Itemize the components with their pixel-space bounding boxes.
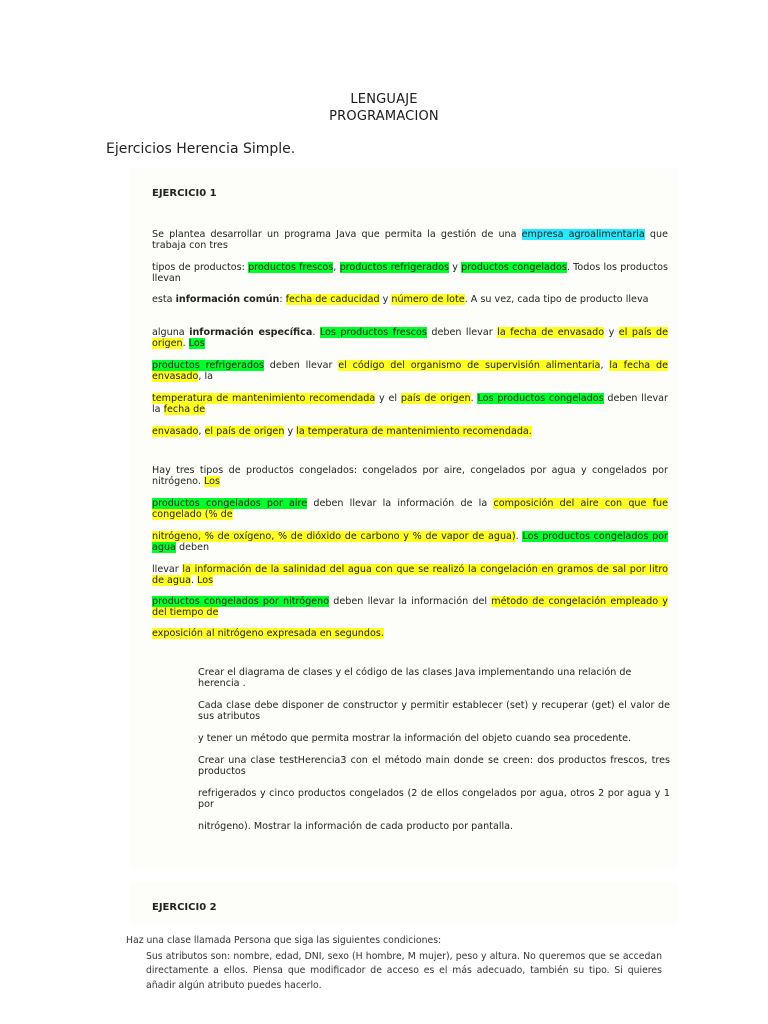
document-title-line1: LENGUAJE (350, 92, 418, 107)
highlight-yellow: la fecha de envasado (152, 360, 668, 382)
exercise-1-paragraph: alguna información específica. Los productos frescos deben llevar la fecha de envasado y el país de origen. Los (152, 327, 668, 349)
highlight-yellow: el código del organismo de supervisión alimentaria (338, 360, 601, 371)
highlight-yellow: exposición al nitrógeno expresada en segundos. (152, 628, 384, 639)
highlight-yellow: número de lote (391, 294, 465, 305)
exercise-1-paragraph: nitrógeno, % de oxígeno, % de dióxido de carbono y % de vapor de agua). Los productos congelados por agua deben (152, 531, 668, 553)
document-subtitle: Ejercicios Herencia Simple. (106, 141, 296, 157)
exercise-1-paragraph: esta información común: fecha de caducidad y número de lote. A su vez, cada tipo de producto lleva (152, 294, 649, 305)
highlight-green: productos congelados (461, 262, 567, 273)
highlight-green: Los (188, 338, 205, 349)
exercise-2-attributes: Sus atributos son: nombre, edad, DNI, sexo (H hombre, M mujer), peso y altura. No queremos que se accedan directamente a ellos. Piensa que modificador de acceso es el más adecuado, también su tipo. Si quieres añadir algún atributo puedes hacerlo. (146, 951, 662, 991)
exercise-1-heading: EJERCICI0 1 (152, 188, 217, 199)
highlight-cyan: empresa agroalimentaria (521, 229, 645, 240)
highlight-green: productos refrigerados (339, 262, 449, 273)
exercise-1-paragraph: tipos de productos: productos frescos, productos refrigerados y productos congelados. Todos los productos llevan (152, 262, 668, 284)
exercise-1-paragraph: llevar la información de la salinidad del agua con que se realizó la congelación en gramos de sal por litro de agua. Los (152, 564, 668, 586)
exercise-1-task: refrigerados y cinco productos congelados (2 de ellos congelados por agua, otros 2 por agua y 1 por (198, 788, 670, 810)
document-title-line2: PROGRAMACION (329, 109, 439, 124)
highlight-yellow: la información de la salinidad del agua con que se realizó la congelación en gramos de sal por litro de agua (152, 564, 668, 586)
exercise-1-paragraph: envasado, el país de origen y la temperatura de mantenimiento recomendada. (152, 426, 532, 437)
exercise-2-intro: Haz una clase llamada Persona que siga las siguientes condiciones: (126, 935, 442, 946)
highlight-yellow: nitrógeno, % de oxígeno, % de dióxido de carbono y % de vapor de agua) (152, 531, 516, 542)
highlight-yellow: temperatura de mantenimiento r (152, 393, 313, 404)
exercise-1-paragraph (152, 628, 668, 639)
highlight-green: productos frescos (248, 262, 334, 273)
highlight-yellow: Los (203, 476, 221, 487)
highlight-green: productos congelados por aire (152, 498, 308, 509)
highlight-yellow: fecha de (163, 404, 206, 415)
exercise-1-task: Crear una clase testHerencia3 con el método main donde se creen: dos productos frescos, tres productos (198, 755, 670, 777)
exercise-1-paragraph: Se plantea desarrollar un programa Java que permita la gestión de una empresa agroalimentaria que trabaja con tres (152, 229, 668, 251)
exercise-1-paragraph: temperatura de mantenimiento recomendada y el país de origen. Los productos congelados deben llevar la fecha de (152, 393, 668, 415)
highlight-yellow: composición del aire con que fue congelado (% de (152, 498, 668, 520)
exercise-1-task: Crear el diagrama de clases y el código de las clases Java implementando una relación de herencia . (198, 667, 632, 689)
highlight-yellow: envasado (152, 426, 199, 437)
highlight-yellow: método de congelación empleado y del tiempo de (152, 596, 668, 618)
highlight-yellow: ecomendada (312, 393, 376, 404)
highlight-yellow: la fecha de envasado (497, 327, 605, 338)
highlight-green: productos congelados por nitrógeno (152, 596, 330, 607)
highlight-green: Los productos congelados por agua (152, 531, 668, 553)
exercise-1-task: nitrógeno). Mostrar la información de cada producto por pantalla. (198, 821, 514, 832)
exercise-1-task: y tener un método que permita mostrar la información del objeto cuando sea procedente. (198, 733, 632, 744)
highlight-yellow: Los (197, 575, 214, 586)
exercise-2-heading: EJERCICI0 2 (152, 902, 217, 913)
highlight-yellow: la temperatura de mantenimiento recomendada. (296, 426, 532, 437)
highlight-yellow: fecha de caducidad (285, 294, 380, 305)
highlight-yellow: país de origen (400, 393, 471, 404)
highlight-yellow: el país de origen (152, 327, 668, 349)
highlight-green: Los productos frescos (319, 327, 427, 338)
exercise-1-paragraph: productos congelados por aire deben llevar la información de la composición del aire con que fue congelado (% de (152, 498, 668, 520)
exercise-1-paragraph: productos congelados por nitrógeno deben llevar la información del método de congelación empleado y del tiempo de (152, 596, 668, 618)
exercise-1-task: Cada clase debe disponer de constructor y permitir establecer (set) y recuperar (get) el valor de sus atributos (198, 700, 670, 722)
highlight-yellow: el país de origen (204, 426, 285, 437)
exercise-1-paragraph: productos refrigerados deben llevar el código del organismo de supervisión alimentaria, la fecha de envasado, la (152, 360, 668, 382)
highlight-green: Los productos congelados (477, 393, 604, 404)
exercise-1-paragraph: Hay tres tipos de productos congelados: congelados por aire, congelados por agua y congelados por nitrógeno. Los (152, 465, 668, 487)
highlight-green: productos refrigerados (152, 360, 264, 371)
